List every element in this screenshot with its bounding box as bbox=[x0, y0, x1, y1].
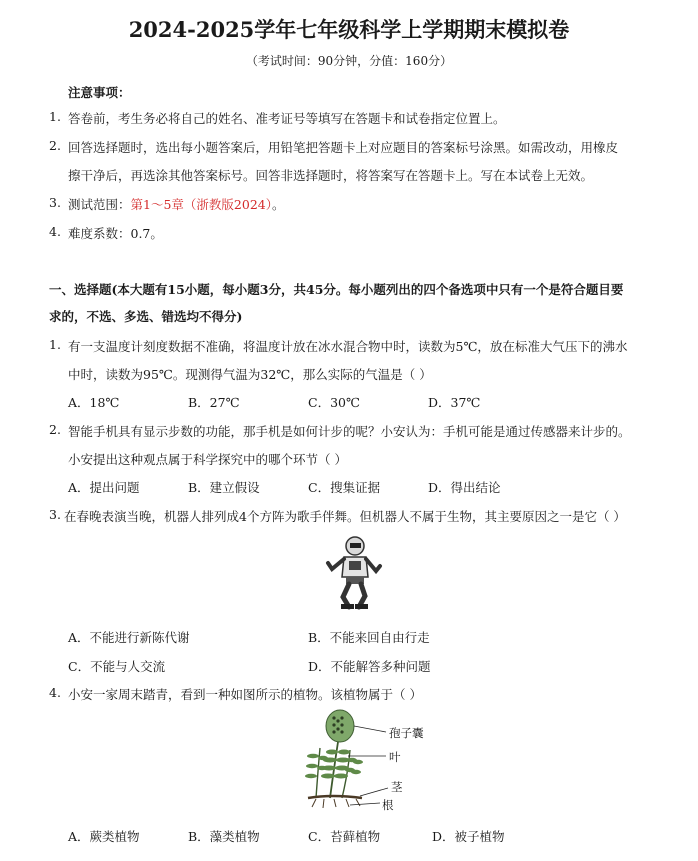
label-root: 根 bbox=[382, 798, 394, 812]
q2-option-b: B．建立假设 bbox=[188, 480, 260, 495]
q3-option-b: B．不能来回自由行走 bbox=[308, 630, 430, 645]
q1-option-a: A．18℃ bbox=[68, 395, 120, 410]
q2-line2: 小安提出这种观点属于科学探究中的哪个环节（ ） bbox=[68, 452, 347, 467]
q3-line1: 在春晚表演当晚，机器人排列成4个方阵为歌手伴舞。但机器人不属于生物，其主要原因之一是它（ ） bbox=[64, 509, 626, 524]
notice-1-text: 答卷前，考生务必将自己的姓名、准考证号等填写在答题卡和试卷指定位置上。 bbox=[68, 111, 506, 126]
q4-option-a: A．蕨类植物 bbox=[68, 829, 140, 844]
notice-3-prefix: 测试范围： bbox=[68, 197, 131, 212]
q3-option-c: C．不能与人交流 bbox=[68, 659, 166, 674]
q2-num: 2. bbox=[49, 422, 61, 437]
label-leaf: 叶 bbox=[389, 750, 401, 764]
q1-option-d: D．37℃ bbox=[428, 395, 481, 410]
test-scope: 第1～5章（浙教版2024） bbox=[130, 197, 272, 212]
q1-line2: 中时，读数为95℃。现测得气温为32℃，那么实际的气温是（ ） bbox=[68, 367, 432, 382]
section-heading-line1: 一、选择题(本大题有15小题，每小题3分，共45分。每小题列出的四个备选项中只有一个是符合题目要 bbox=[49, 282, 624, 297]
page-title: 2024-2025学年七年级科学上学期期末模拟卷 bbox=[128, 17, 570, 42]
q1-option-b: B．27℃ bbox=[188, 395, 240, 410]
notice-4-text: 难度系数：0.7。 bbox=[68, 226, 163, 241]
q4-option-b: B．藻类植物 bbox=[188, 829, 260, 844]
q2-option-d: D．得出结论 bbox=[428, 480, 501, 495]
notice-2-line1: 回答选择题时，选出每小题答案后，用铅笔把答题卡上对应题目的答案标号涂黑。如需改动，用橡皮 bbox=[68, 140, 619, 155]
section-heading-line2: 求的，不选、多选、错选均不得分) bbox=[49, 309, 243, 324]
q1-num: 1. bbox=[49, 337, 61, 352]
notice-2-num: 2. bbox=[49, 138, 61, 153]
notice-1-num: 1. bbox=[49, 109, 61, 124]
fern-figure bbox=[290, 708, 430, 813]
robot-image bbox=[322, 533, 384, 611]
q1-line1: 有一支温度计刻度数据不准确，将温度计放在冰水混合物中时，读数为5℃，放在标准大气压下的沸水 bbox=[68, 339, 628, 354]
q3-option-d: D．不能解答多种问题 bbox=[308, 659, 431, 674]
notice-3-suffix: 。 bbox=[271, 197, 285, 212]
notice-heading: 注意事项： bbox=[68, 85, 131, 100]
q1-option-c: C．30℃ bbox=[308, 395, 360, 410]
label-sporangium: 孢子囊 bbox=[389, 726, 424, 740]
notice-2-line2: 擦干净后，再选涂其他答案标号。回答非选择题时，将答案写在答题卡上。写在本试卷上无效。 bbox=[68, 168, 594, 183]
notice-4-num: 4. bbox=[49, 224, 61, 239]
notice-3 bbox=[68, 195, 285, 213]
q4-option-d: D．被子植物 bbox=[432, 829, 505, 844]
q4-num: 4. bbox=[49, 685, 61, 700]
q3-option-a: A．不能进行新陈代谢 bbox=[68, 630, 190, 645]
notice-3-num: 3. bbox=[49, 195, 61, 210]
q4-option-c: C．苔藓植物 bbox=[308, 829, 381, 844]
q4-line1: 小安一家周末踏青，看到一种如图所示的植物。该植物属于（ ） bbox=[68, 687, 422, 702]
exam-info: （考试时间：90分钟，分值：160分） bbox=[245, 54, 453, 68]
q3-num: 3. bbox=[49, 507, 61, 522]
q2-line1: 智能手机具有显示步数的功能，那手机是如何计步的呢？小安认为：手机可能是通过传感器来计步的。 bbox=[68, 424, 631, 439]
label-stem: 茎 bbox=[391, 780, 403, 794]
q2-option-c: C．搜集证据 bbox=[308, 480, 381, 495]
q2-option-a: A．提出问题 bbox=[68, 480, 140, 495]
